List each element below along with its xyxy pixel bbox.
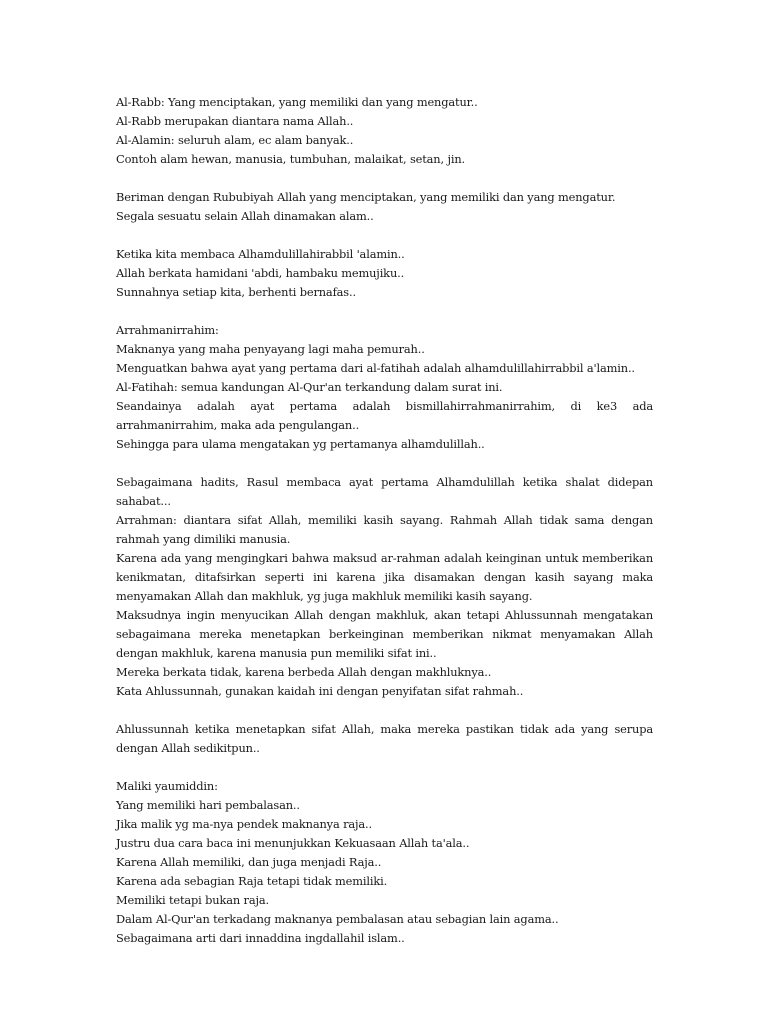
paragraph — [116, 321, 653, 454]
paragraph — [116, 188, 653, 226]
text-line: Dalam Al-Qur'an terkadang maknanya pembalasan atau sebagian lain agama.. — [116, 912, 559, 926]
text-line: Maksudnya ingin menyucikan Allah dengan makhluk, akan tetapi Ahlussunnah mengatakan sebagaimana mereka menetapkan berkeinginan memberikan nikmat menyamakan Allah dengan makhluk, karena manusia pun memiliki sifat ini.. — [116, 608, 653, 660]
paragraph — [116, 473, 653, 701]
text-line: Sunnahnya setiap kita, berhenti bernafas.. — [116, 285, 356, 299]
text-line: Yang memiliki hari pembalasan.. — [116, 798, 300, 812]
text-line: Maknanya yang maha penyayang lagi maha pemurah.. — [116, 342, 425, 356]
paragraph — [116, 93, 653, 169]
text-line: Al-Rabb: Yang menciptakan, yang memiliki dan yang mengatur.. — [116, 95, 478, 109]
text-line: Mereka berkata tidak, karena berbeda Allah dengan makhluknya.. — [116, 665, 492, 679]
paragraph — [116, 720, 653, 758]
text-line: Ahlussunnah ketika menetapkan sifat Allah, maka mereka pastikan tidak ada yang serupa dengan Allah sedikitpun.. — [116, 722, 653, 755]
text-line: Contoh alam hewan, manusia, tumbuhan, malaikat, setan, jin. — [116, 152, 465, 166]
text-line: Beriman dengan Rububiyah Allah yang menciptakan, yang memiliki dan yang mengatur. — [116, 190, 616, 204]
text-line: Justru dua cara baca ini menunjukkan Kekuasaan Allah ta'ala.. — [116, 836, 470, 850]
document-page — [116, 93, 653, 967]
text-line: Arrahman: diantara sifat Allah, memiliki kasih sayang. Rahmah Allah tidak sama dengan rahmah yang dimiliki manusia. — [116, 513, 653, 546]
text-line: Al-Alamin: seluruh alam, ec alam banyak.. — [116, 133, 354, 147]
text-line: Sebagaimana hadits, Rasul membaca ayat pertama Alhamdulillah ketika shalat didepan sahabat... — [116, 475, 653, 508]
text-line: Sehingga para ulama mengatakan yg pertamanya alhamdulillah.. — [116, 437, 485, 451]
text-line: Sebagaimana arti dari innaddina ingdallahil islam.. — [116, 931, 405, 945]
text-line: Maliki yaumiddin: — [116, 779, 218, 793]
text-line: Menguatkan bahwa ayat yang pertama dari al-fatihah adalah alhamdulillahirrabbil a'lamin.. — [116, 361, 635, 375]
text-line: Ketika kita membaca Alhamdulillahirabbil 'alamin.. — [116, 247, 405, 261]
text-line: Jika malik yg ma-nya pendek maknanya raja.. — [116, 817, 372, 831]
text-line: Al-Fatihah: semua kandungan Al-Qur'an terkandung dalam surat ini. — [116, 380, 503, 394]
text-line: Segala sesuatu selain Allah dinamakan alam.. — [116, 209, 374, 223]
text-line: Al-Rabb merupakan diantara nama Allah.. — [116, 114, 354, 128]
text-line: Arrahmanirrahim: — [116, 323, 219, 337]
paragraph — [116, 245, 653, 302]
paragraph — [116, 777, 653, 948]
text-line: Karena ada yang mengingkari bahwa maksud ar-rahman adalah keinginan untuk memberikan kenikmatan, ditafsirkan seperti ini karena jika disamakan dengan kasih sayang maka menyamakan Allah dan makhluk, yg juga makhluk memiliki kasih sayang. — [116, 551, 653, 603]
text-line: Karena ada sebagian Raja tetapi tidak memiliki. — [116, 874, 388, 888]
text-line: Memiliki tetapi bukan raja. — [116, 893, 269, 907]
text-line: Karena Allah memiliki, dan juga menjadi Raja.. — [116, 855, 382, 869]
text-line: Allah berkata hamidani 'abdi, hambaku memujiku.. — [116, 266, 405, 280]
text-line: Seandainya adalah ayat pertama adalah bismillahirrahmanirrahim, di ke3 ada arrahmanirrahim, maka ada pengulangan.. — [116, 399, 653, 432]
text-line: Kata Ahlussunnah, gunakan kaidah ini dengan penyifatan sifat rahmah.. — [116, 684, 524, 698]
